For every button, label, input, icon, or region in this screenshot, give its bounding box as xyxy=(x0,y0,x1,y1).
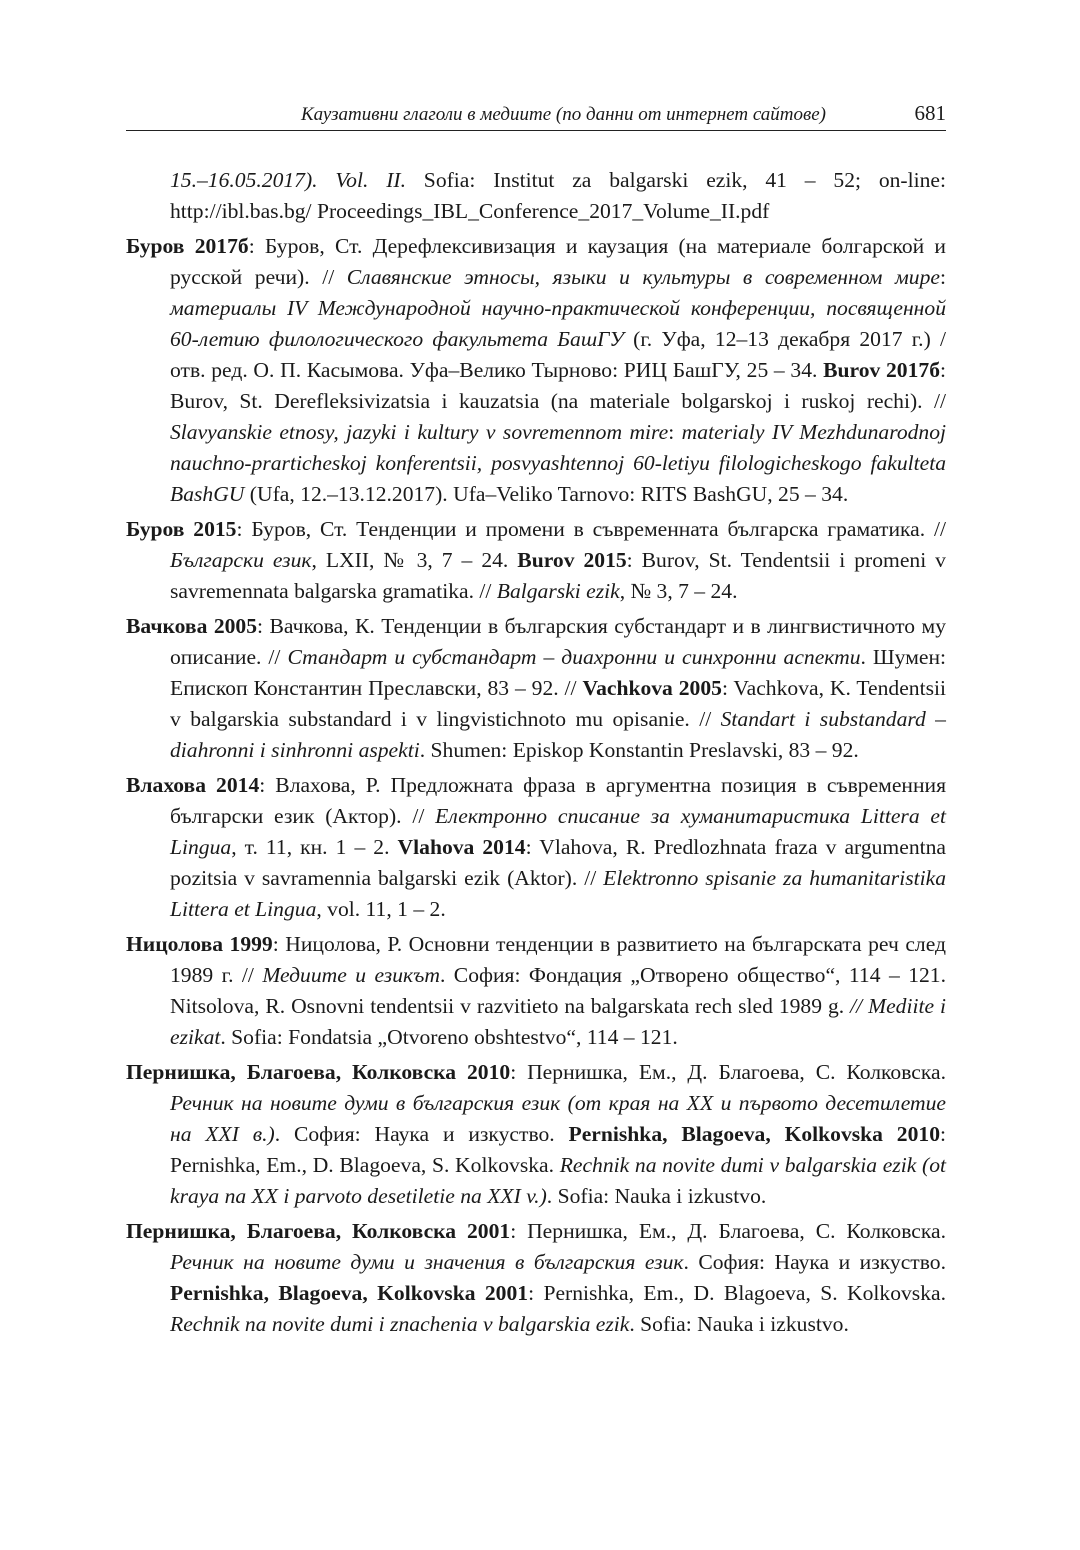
reference-title: Balgarski ezik xyxy=(496,579,620,603)
reference-text: : Буров, Ст. Дерефлексивизация и каузация (на материале болгарской и русской речи). // xyxy=(170,234,946,289)
reference-text: . Шумен: Епископ Константин Преславски, 83 – 92. // xyxy=(170,645,946,700)
reference-key: Буров 2015 xyxy=(126,517,237,541)
reference-key: Вачкова 2005 xyxy=(126,614,258,638)
reference-entry-continuation xyxy=(126,165,946,227)
reference-title: materialy IV Mezhdunarodnoj nauchno-prarticheskoj konferentsii, posvyashtennoj 60-letiyu filologicheskogo fakulteta BashGU xyxy=(170,420,947,506)
reference-entry xyxy=(126,231,946,510)
reference-text: , LXII, № 3, 7 – 24. xyxy=(311,548,518,572)
reference-list xyxy=(126,165,946,1344)
reference-key: Pernishka, Blagoeva, Kolkovska 2001 xyxy=(170,1281,529,1305)
reference-text: (Ufa, 12.–13.12.2017). Ufa–Veliko Tarnovo: RITS BashGU, 25 – 34. xyxy=(244,482,849,506)
reference-key: Burov 2017б xyxy=(823,358,940,382)
reference-text: : Vlahova, R. Predlozhnata fraza v argumentna pozitsia v savramennia balgarski ezik (Aktor). // xyxy=(170,835,946,890)
reference-key: Влахова 2014 xyxy=(126,773,260,797)
reference-key: Vachkova 2005 xyxy=(582,676,722,700)
reference-title: Медиите и езикът xyxy=(262,963,440,987)
reference-text: : Вачкова, К. Тенденции в българския субстандарт и в лингвистичното му описание. // xyxy=(170,614,946,669)
reference-text: , т. 11, кн. 1 – 2. xyxy=(231,835,398,859)
reference-title: Elektronno spisanie za humanitaristika Littera et Lingua xyxy=(170,866,946,921)
reference-text: : xyxy=(939,265,946,289)
reference-text: : Влахова, Р. Предложната фраза в аргументна позиция в съвременния български език (Актор). // xyxy=(170,773,947,828)
reference-title: Стандарт и субстандарт – диахронни и синхронни аспекти xyxy=(287,645,861,669)
reference-text: : Пернишка, Ем., Д. Благоева, С. Колковска. xyxy=(510,1219,947,1243)
reference-key: Pernishka, Blagoeva, Kolkovska 2010 xyxy=(568,1122,940,1146)
reference-entry xyxy=(126,514,946,607)
reference-entry xyxy=(126,1057,946,1212)
reference-key: Буров 2017б xyxy=(126,234,249,258)
reference-title: материалы IV Международной научно-практической конференции, посвященной 60-летию филологического факультета БашГУ xyxy=(170,296,946,351)
reference-key: Burov 2015 xyxy=(517,548,627,572)
reference-text: : Pernishka, Em., D. Blagoeva, S. Kolkovska. xyxy=(170,1122,946,1177)
reference-title: Електронно списание за хуманитаристика Littera et Lingua xyxy=(170,804,946,859)
reference-key: Пернишка, Благоева, Колковска 2001 xyxy=(126,1219,511,1243)
reference-entry xyxy=(126,1216,946,1340)
reference-title: Slavyanskie etnosy, jazyki i kultury v sovremennom mire xyxy=(170,420,669,444)
reference-text: . Sofia: Nauka i izkustvo. xyxy=(546,1184,767,1208)
reference-text: : Ницолова, Р. Основни тенденции в развитието на българската реч след 1989 г. // xyxy=(170,932,946,987)
reference-key: Пернишка, Благоева, Колковска 2010 xyxy=(126,1060,511,1084)
reference-entry xyxy=(126,611,946,766)
page-header xyxy=(126,100,946,131)
reference-entry xyxy=(126,770,946,925)
reference-key: Ницолова 1999 xyxy=(126,932,273,956)
reference-text: , № 3, 7 – 24. xyxy=(619,579,738,603)
reference-title: // Mediite i ezikat xyxy=(170,994,946,1049)
reference-text: Sofia: Institut za balgarski ezik, 41 – 52; on-line: http://ibl.bas.bg/ Proceedings_IBL_Conference_2017_Volume_II.pdf xyxy=(170,168,947,223)
reference-entry xyxy=(126,929,946,1053)
page-number: 681 xyxy=(914,101,946,125)
reference-text: : Пернишка, Ем., Д. Благоева, С. Колковска. xyxy=(510,1060,947,1084)
reference-text: . Sofia: Fondatsia „Otvoreno obshtestvo“, 114 – 121. xyxy=(220,1025,678,1049)
reference-text: : Vachkova, K. Tendentsii v balgarskia substandard i v lingvistichnoto mu opisanie. // xyxy=(170,676,946,731)
reference-title: Речник на новите думи в българския език (от края на XX и първото десетилетие на XXI в.) xyxy=(170,1091,946,1146)
reference-key: Vlahova 2014 xyxy=(397,835,526,859)
reference-title: Rechnik na novite dumi v balgarskia ezik (ot kraya na XX i parvoto desetiletie na XXI v.) xyxy=(170,1153,947,1208)
reference-text: (г. Уфа, 12–13 декабря 2017 г.) / отв. ред. О. П. Касымова. Уфа–Велико Тырново: РИЦ БашГУ, 25 – 34. xyxy=(170,327,946,382)
running-title: Каузативни глаголи в медиите (по данни от интернет сайтове) xyxy=(301,104,826,125)
reference-text: : Burov, St. Tendentsii i promeni v savremennata balgarska gramatika. // xyxy=(170,548,946,603)
reference-title: Български език xyxy=(170,548,312,572)
reference-text: . София: Фондация „Отворено общество“, 114 – 121. Nitsolova, R. Osnovni tendentsii v razvitieto na balgarskata rech sled 1989 g. xyxy=(170,963,946,1018)
reference-title: Речник на новите думи и значения в българския език xyxy=(170,1250,684,1274)
reference-text: . Sofia: Nauka i izkustvo. xyxy=(629,1312,849,1336)
reference-text: : xyxy=(668,420,682,444)
reference-text: : Буров, Ст. Тенденции и промени в съвременната българска граматика. // xyxy=(236,517,946,541)
reference-title: Rechnik na novite dumi i znachenia v balgarskia ezik xyxy=(170,1312,630,1336)
reference-title: 15.–16.05.2017). Vol. II. xyxy=(170,168,406,192)
reference-text: : Burov, St. Derefleksivizatsia i kauzatsia (na materiale bolgarskoj i ruskoj rechi). // xyxy=(170,358,946,413)
reference-text: : Pernishka, Em., D. Blagoeva, S. Kolkovska. xyxy=(528,1281,946,1305)
reference-text: . Shumen: Episkop Konstantin Preslavski, 83 – 92. xyxy=(419,738,859,762)
reference-text: . София: Наука и изкуство. xyxy=(274,1122,569,1146)
reference-title: Славянские этносы, языки и культуры в современном мире xyxy=(346,265,940,289)
reference-text: . София: Наука и изкуство. xyxy=(683,1250,946,1274)
reference-title: Standart i substandard – diahronni i sinhronni aspekti xyxy=(170,707,946,762)
reference-text: , vol. 11, 1 – 2. xyxy=(316,897,446,921)
